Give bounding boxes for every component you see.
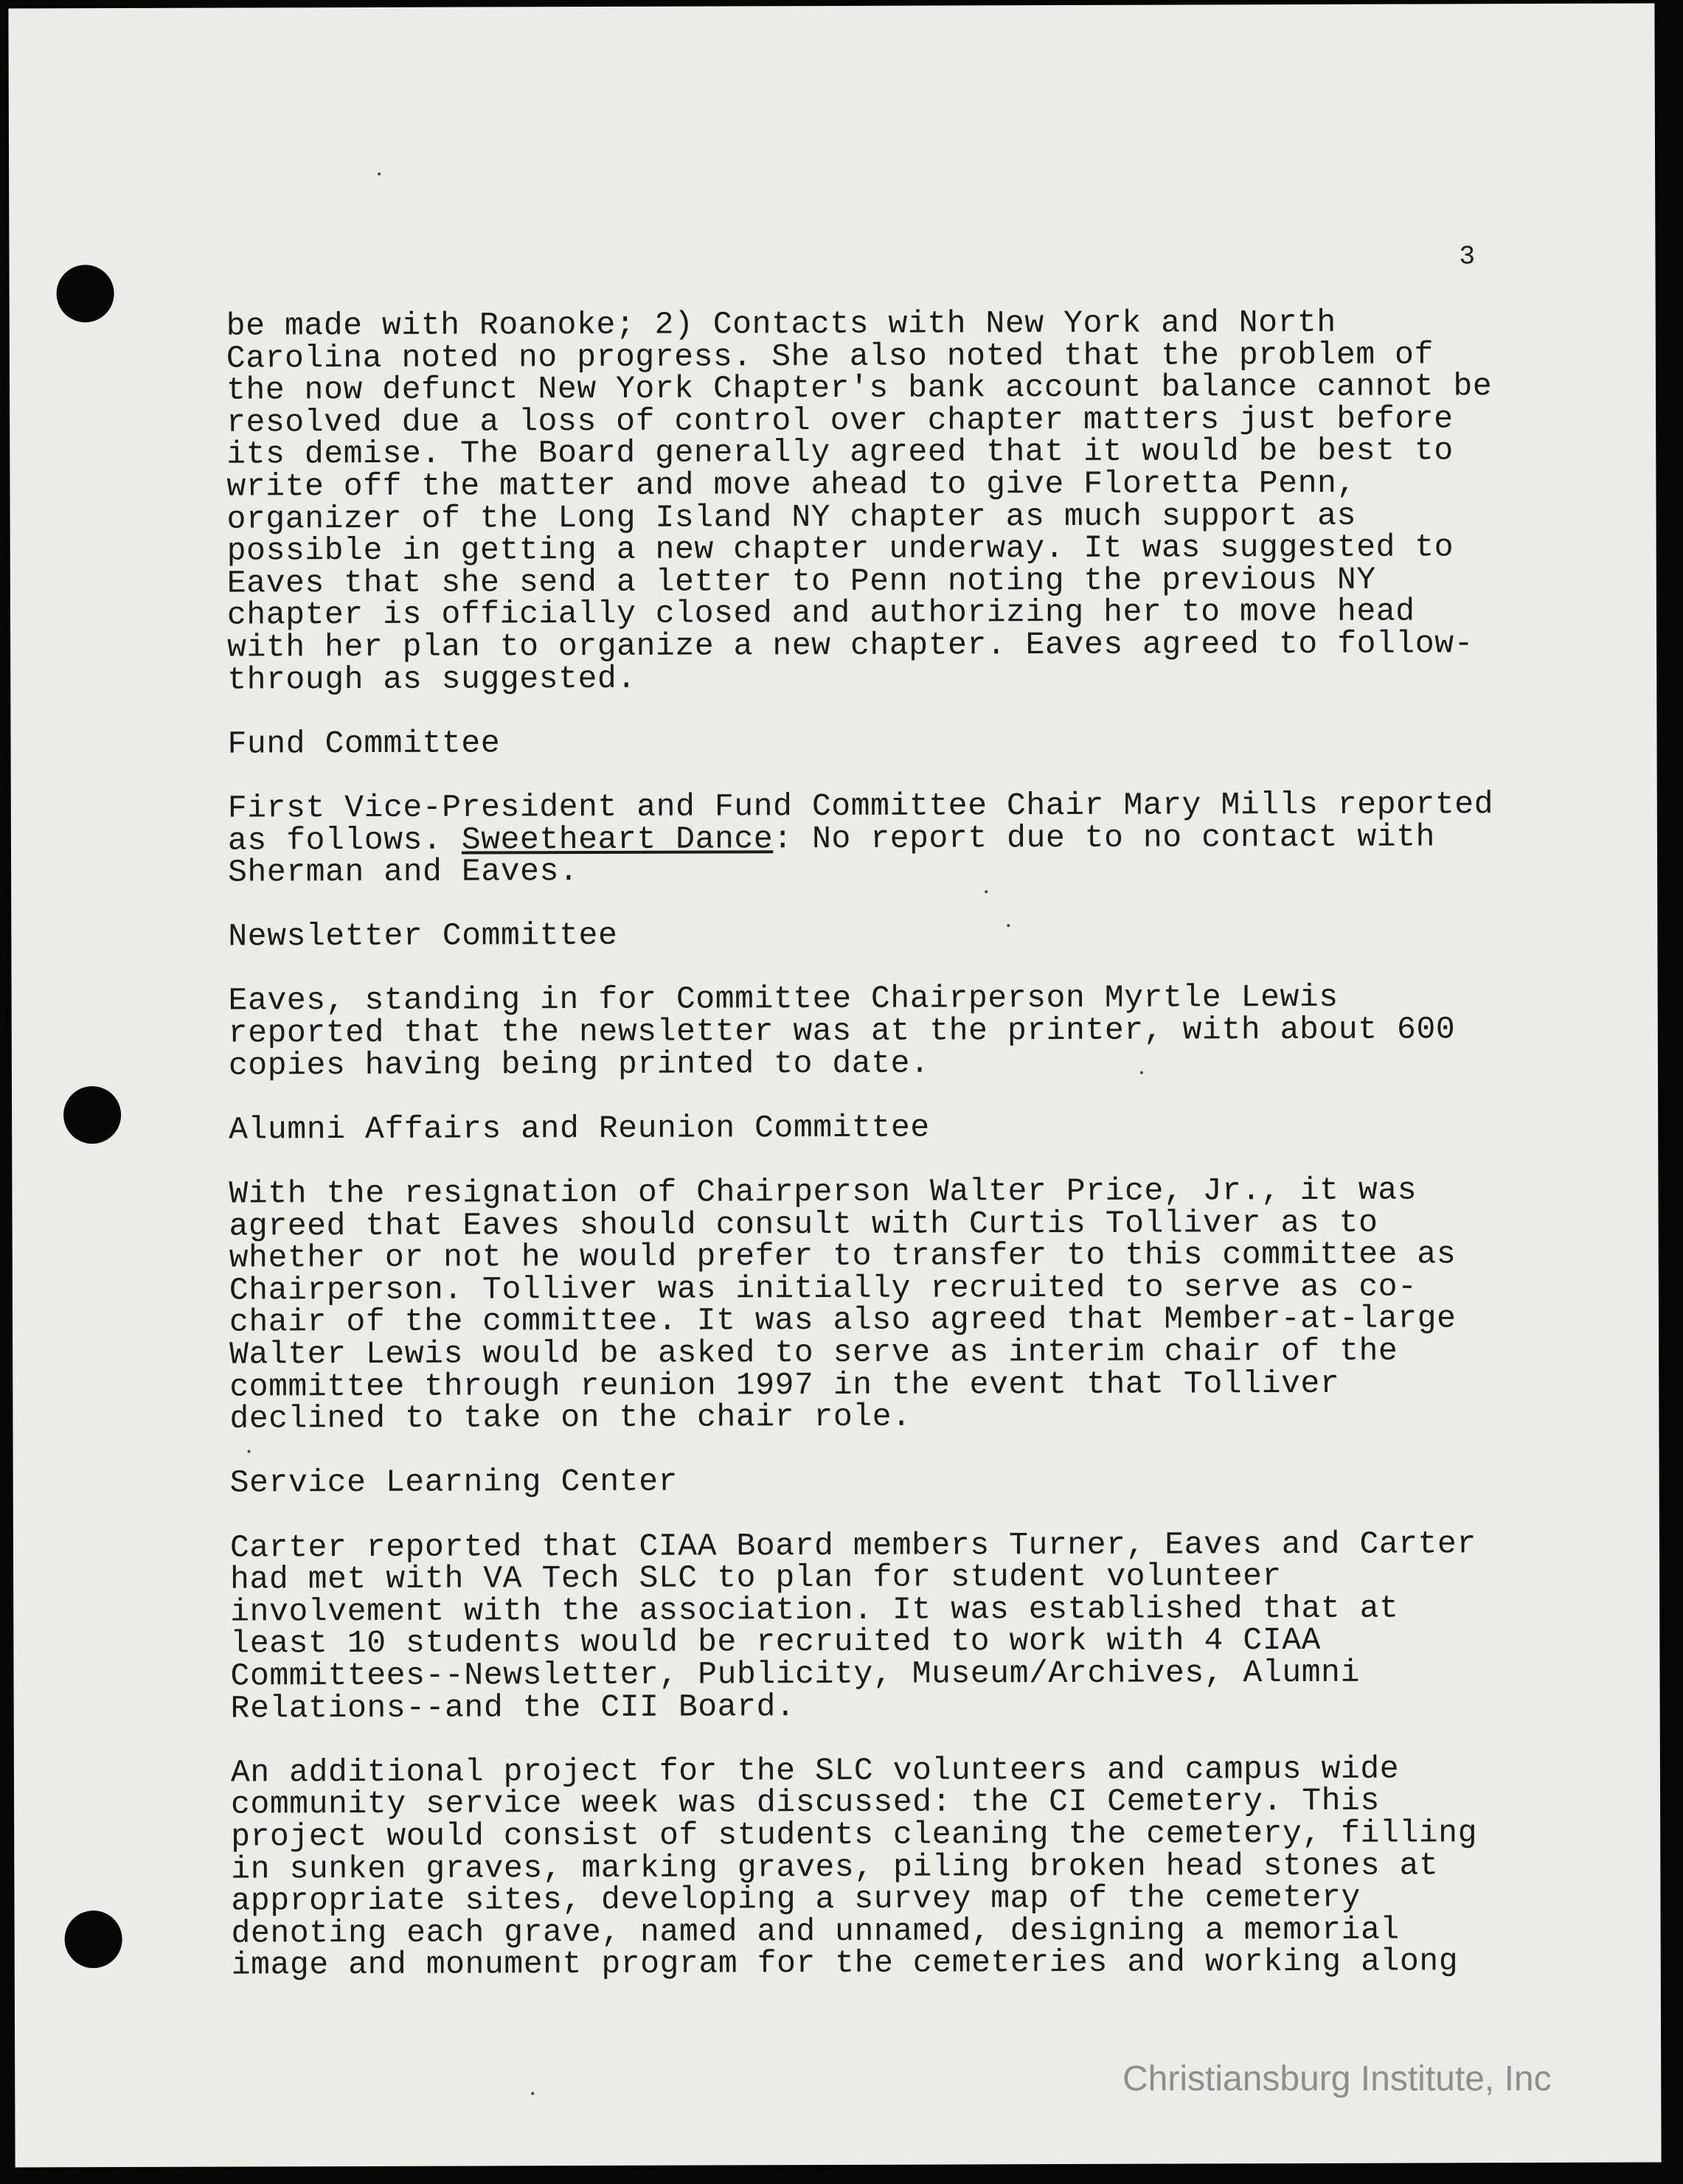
text-line: resolved due a loss of control over chapter matters just before <box>226 400 1454 441</box>
scan-speck <box>248 1450 251 1453</box>
scan-speck <box>531 2092 534 2095</box>
text-line: chair of the committee. It was also agreed that Member-at-large <box>229 1300 1457 1340</box>
paragraph-alumni-report <box>229 1174 1527 1435</box>
section-heading-fund-committee: Fund Committee <box>227 725 501 762</box>
text-line: with her plan to organize a new chapter. Eaves agreed to follow- <box>227 625 1474 666</box>
text-line: Chairperson. Tolliver was initially recruited to serve as co- <box>229 1268 1417 1309</box>
text-line: through as suggested. <box>227 660 636 698</box>
section-heading-newsletter-committee: Newsletter Committee <box>228 917 618 955</box>
text-line: write off the matter and move ahead to give Floretta Penn, <box>226 465 1356 505</box>
text-line: project would consist of students cleaning the cemetery, filling <box>231 1815 1478 1855</box>
text-line: the now defunct New York Chapter's bank account balance cannot be <box>226 368 1493 408</box>
text-line: Carter reported that CIAA Board members Turner, Eaves and Carter <box>229 1525 1476 1566</box>
text-segment: : No report due to no contact with <box>773 818 1436 857</box>
watermark-text: Christiansburg Institute, Inc <box>1122 2059 1552 2098</box>
scan-speck <box>1007 924 1010 927</box>
text-line: chapter is officially closed and authorizing her to move head <box>226 593 1415 633</box>
text-line: community service week was discussed: the CI Cemetery. This <box>230 1782 1380 1823</box>
text-line-mixed <box>227 818 1526 859</box>
scan-speck <box>378 173 381 175</box>
text-line: appropriate sites, developing a survey map of the cemetery <box>231 1879 1361 1919</box>
text-line: Committees--Newsletter, Publicity, Museum/Archives, Alumni <box>230 1654 1361 1694</box>
scan-speck <box>1140 1071 1143 1074</box>
text-line: its demise. The Board generally agreed that it would be best to <box>226 432 1454 473</box>
text-line: With the resignation of Chairperson Walter Price, Jr., it was <box>229 1172 1417 1212</box>
section-heading-alumni-affairs: Alumni Affairs and Reunion Committee <box>229 1109 930 1148</box>
text-line: organizer of the Long Island NY chapter as much support as <box>226 497 1357 538</box>
text-segment: as follows. <box>227 821 462 859</box>
text-line: committee through reunion 1997 in the event that Tolliver <box>229 1365 1340 1405</box>
page-number: 3 <box>1459 241 1476 272</box>
text-line: reported that the newsletter was at the printer, with about 600 <box>228 1011 1456 1051</box>
text-line: denoting each grave, named and unnamed, designing a memorial <box>231 1911 1400 1952</box>
text-line: Walter Lewis would be asked to serve as interim chair of the <box>229 1332 1398 1373</box>
binder-hole-top <box>56 265 114 322</box>
text-line: Eaves that she send a letter to Penn noting the previous NY <box>226 561 1376 602</box>
text-line: declined to take on the chair role. <box>229 1398 912 1437</box>
text-line: An additional project for the SLC volunteers and campus wide <box>230 1750 1400 1791</box>
paragraph-chapter-report <box>226 306 1526 696</box>
paper-sheet <box>8 4 1661 2168</box>
text-line: in sunken graves, marking graves, piling broken head stones at <box>231 1846 1439 1888</box>
text-line: Eaves, standing in for Committee Chairperson Myrtle Lewis <box>228 979 1339 1020</box>
text-line: Sherman and Eaves. <box>228 853 579 891</box>
text-line: had met with VA Tech SLC to plan for student volunteer <box>230 1558 1282 1598</box>
scan-speck <box>985 890 988 893</box>
text-line: agreed that Eaves should consult with Curtis Tolliver as to <box>229 1204 1378 1245</box>
paragraph-slc-report <box>229 1525 1529 1727</box>
text-line: least 10 students would be recruited to work with 4 CIAA <box>230 1622 1322 1662</box>
binder-hole-bottom <box>65 1910 122 1968</box>
sweetheart-dance-underlined: Sweetheart Dance <box>461 820 774 858</box>
text-line: Carolina noted no progress. She also noted that the problem of <box>226 336 1434 377</box>
paragraph-cemetery-project <box>230 1750 1530 1983</box>
text-line: be made with Roanoke; 2) Contacts with New York and North <box>226 304 1336 344</box>
text-line: First Vice-President and Fund Committee Chair Mary Mills reported <box>227 786 1494 827</box>
text-line: image and monument program for the cemeteries and working along <box>231 1943 1459 1983</box>
binder-hole-middle <box>63 1086 121 1144</box>
text-line: whether or not he would prefer to transfer to this committee as <box>229 1236 1457 1276</box>
text-line: Relations--and the CII Board. <box>230 1688 796 1727</box>
text-line: possible in getting a new chapter underway. It was suggested to <box>226 529 1454 569</box>
paragraph-fund-report <box>227 786 1526 891</box>
section-heading-service-learning-center: Service Learning Center <box>229 1464 679 1501</box>
document-body <box>226 306 1530 1981</box>
text-line: involvement with the association. It was established that at <box>230 1590 1399 1630</box>
text-line: copies having being printed to date. <box>228 1045 930 1084</box>
paragraph-newsletter-report <box>229 981 1527 1082</box>
